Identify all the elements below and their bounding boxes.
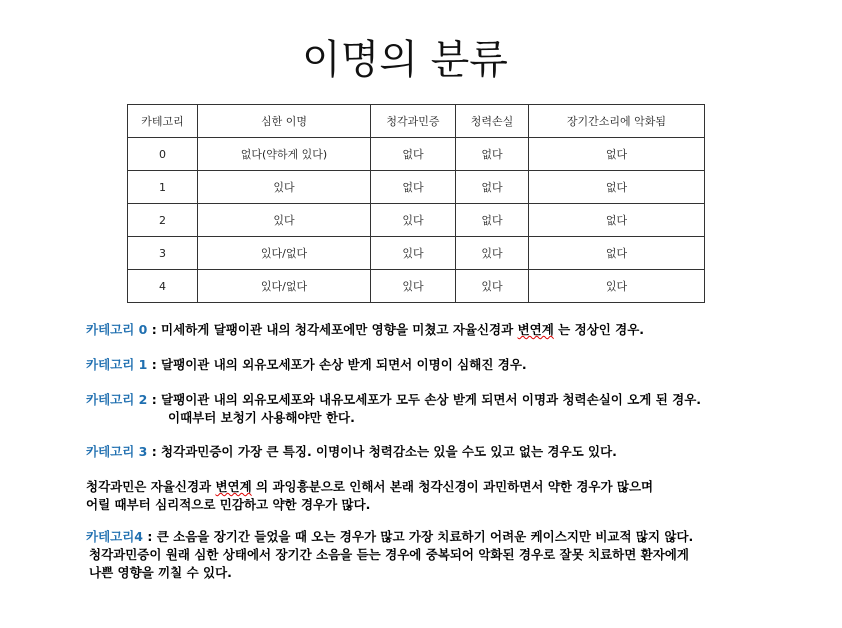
table-cell: 3 [128,237,198,270]
table-row [128,171,705,204]
table-cell: 있다 [456,270,529,303]
page-title: 이명의 분류 [302,37,508,83]
column-header: 청각과민증 [371,105,456,138]
text: : 미세하게 달팽이관 내의 청각세포에만 영향을 미쳤고 자율신경과 [147,322,518,337]
table-cell: 4 [128,270,198,303]
category-label: 카테고리 2 [86,392,148,407]
category-2-text [86,391,701,427]
text: : 청각과민증이 가장 큰 특징. 이명이나 청력감소는 있을 수도 있고 없는 경우도 있다. [147,444,617,459]
table-cell: 없다 [371,171,456,204]
text: 어릴 때부터 심리적으로 민감하고 약한 경우가 많다. [86,497,371,512]
table-cell: 있다 [371,204,456,237]
spellcheck-word: 변연계 [517,322,554,337]
category-4-text [86,528,693,582]
table-cell: 없다 [529,138,705,171]
category-3-text [86,443,617,461]
table-row [128,237,705,270]
table-cell: 없다 [529,237,705,270]
category-1-text [86,356,527,374]
table-cell: 2 [128,204,198,237]
table-cell: 없다 [456,171,529,204]
text: : 달팽이관 내의 외유모세포가 손상 받게 되면서 이명이 심해진 경우. [147,357,527,372]
text: 나쁜 영향을 끼칠 수 있다. [89,565,232,580]
tinnitus-classification-table [127,104,705,303]
spellcheck-word: 변연계 [215,479,252,494]
table-cell: 0 [128,138,198,171]
category-0-text [86,321,644,339]
table-row [128,270,705,303]
table-row [128,204,705,237]
table-row [128,138,705,171]
column-header: 장기간소리에 악화됨 [529,105,705,138]
table-cell: 있다/없다 [198,237,371,270]
table-header-row [128,105,705,138]
table-cell: 없다 [456,138,529,171]
column-header: 카테고리 [128,105,198,138]
table-cell: 있다 [198,204,371,237]
text: 청각과민증이 원래 심한 상태에서 장기간 소음을 듣는 경우에 중복되어 악화된 경우로 잘못 치료하면 환자에게 [89,547,689,562]
hyperacusis-note [86,478,653,514]
column-header: 심한 이명 [198,105,371,138]
table-cell: 있다/없다 [198,270,371,303]
table-cell: 없다 [371,138,456,171]
text: : 달팽이관 내의 외유모세포와 내유모세포가 모두 손상 받게 되면서 이명과 청력손실이 오게 된 경우. [147,392,702,407]
category-label: 카테고리 0 [86,322,148,337]
table-cell: 없다 [529,171,705,204]
table-cell: 1 [128,171,198,204]
text: 의 과잉흥분으로 인해서 본래 청각신경이 과민하면서 약한 경우가 많으며 [251,479,654,494]
table-cell: 있다 [529,270,705,303]
table-cell: 있다 [456,237,529,270]
text: 는 정상인 경우. [553,322,645,337]
category-label: 카테고리 1 [86,357,148,372]
column-header: 청력손실 [456,105,529,138]
table-cell: 있다 [371,237,456,270]
table-cell: 있다 [371,270,456,303]
table-cell: 없다(약하게 있다) [198,138,371,171]
table-cell: 있다 [198,171,371,204]
text: 이때부터 보청기 사용해야만 한다. [168,410,355,425]
table-cell: 없다 [529,204,705,237]
table-cell: 없다 [456,204,529,237]
category-label: 카테고리4 [86,529,143,544]
category-label: 카테고리 3 [86,444,148,459]
text: : 큰 소음을 장기간 들었을 때 오는 경우가 많고 가장 치료하기 어려운 케이스지만 비교적 많지 않다. [143,529,694,544]
text: 청각과민은 자율신경과 [86,479,216,494]
